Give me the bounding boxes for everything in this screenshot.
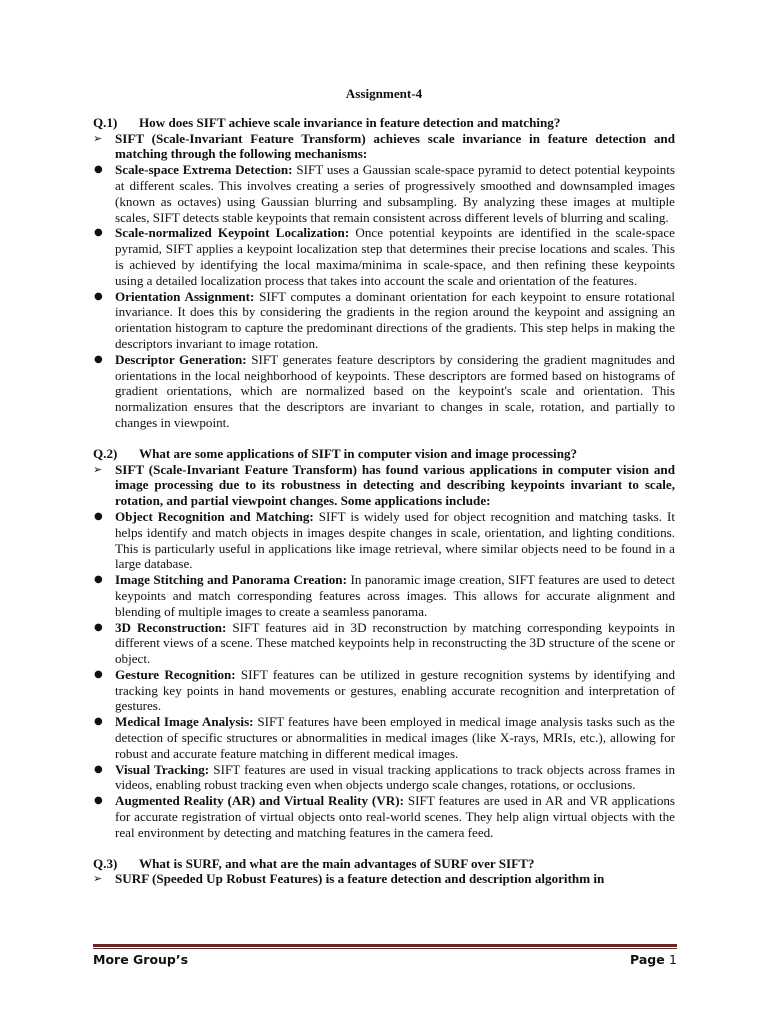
item-body: SIFT computes a dominant orientation for each keypoint to ensure rotational invariance. It does this by considering the gradients in the region around the keypoint and assigning an orientation histogram to capture the predominant directions of the gradients. This step helps in making the descriptors invariant to image rotation. [115, 288, 675, 351]
item-body: SIFT is widely used for object recognition and matching tasks. It helps identify and match objects in images despite changes in scale, orientation, and lighting conditions. This is particularly useful in applications like image retrieval, where similar objects need to be found in a large database. [115, 508, 675, 572]
item-body: SIFT features have been employed in medical image analysis tasks such as the detection of specific structures or abnormalities in medical images (like X-rays, MRIs, etc.), allowing for robust and accurate feature matching in different medical images. [115, 714, 675, 761]
footer-divider-thin [93, 948, 677, 949]
bullet-icon: ● [94, 290, 103, 302]
answer-list [93, 162, 675, 431]
question-1 [93, 115, 675, 131]
item-heading: Augmented Reality (AR) and Virtual Reality (VR): [115, 793, 404, 809]
page-number: 1 [669, 952, 677, 967]
question-text: What is SURF, and what are the main advantages of SURF over SIFT? [139, 855, 535, 871]
question-number: Q.2) [93, 445, 118, 461]
item-heading: Object Recognition and Matching: [115, 508, 314, 524]
answer-intro: ➢ SIFT (Scale-Invariant Feature Transform) has found various applications in computer vision and image processing due to its robustness in detecting and describing keypoints invariant to scale, rotation, and partial viewpoint changes. Some applications include: [93, 461, 675, 509]
page-label: Page [630, 952, 665, 967]
bullet-icon: ● [94, 668, 103, 680]
question-text: How does SIFT achieve scale invariance in feature detection and matching? [139, 114, 561, 130]
bullet-icon: ● [94, 164, 103, 176]
item-heading: Descriptor Generation: [115, 351, 247, 367]
list-item [93, 162, 675, 225]
item-body: SIFT features can be utilized in gesture recognition systems by identifying and tracking key points in hand movements or gestures, enabling accurate recognition and interpretation of gestures. [115, 666, 675, 714]
arrow-bullet-icon: ➢ [93, 131, 103, 145]
bullet-icon: ● [94, 227, 103, 239]
footer-page-indicator [630, 952, 677, 967]
answer-intro: ➢ SIFT (Scale-Invariant Feature Transform) achieves scale invariance in feature detection and matching through the following mechanisms: [93, 130, 675, 162]
item-heading: Scale-space Extrema Detection: [115, 162, 293, 178]
bullet-icon: ● [94, 763, 103, 775]
item-body: In panoramic image creation, SIFT features are used to detect keypoints and match corresponding features across images. This allows for accurate alignment and blending of multiple images to create a seamless panorama. [115, 572, 676, 619]
item-heading: Image Stitching and Panorama Creation: [115, 572, 347, 588]
list-item [93, 509, 675, 572]
document-body [93, 86, 675, 887]
bullet-icon: ● [94, 574, 103, 586]
bullet-icon: ● [94, 510, 103, 522]
item-heading: Visual Tracking: [115, 761, 210, 777]
item-heading: Medical Image Analysis: [115, 714, 254, 730]
list-item [93, 289, 675, 352]
page-title: Assignment-4 [345, 86, 423, 101]
item-body: SIFT features aid in 3D reconstruction by matching corresponding keypoints in different views of a scene. These matched keypoints help in reconstructing the 3D structure of the scene or object. [115, 619, 676, 667]
item-heading: Gesture Recognition: [115, 666, 236, 682]
item-heading: Orientation Assignment: [115, 288, 255, 304]
list-item [93, 667, 675, 714]
page-footer [93, 952, 677, 967]
list-item [93, 793, 675, 840]
item-body: SIFT uses a Gaussian scale-space pyramid to detect potential keypoints at different scales. This involves creating a series of progressively smoothed and downsampled images (known as octaves) using Gaussian blurring and subsampling. By analyzing these images at multiple scales, SIFT detects stable keypoints that remain consistent across different levels of blurring and scaling. [115, 162, 676, 225]
item-heading: 3D Reconstruction: [115, 619, 227, 635]
bullet-icon: ● [94, 621, 103, 633]
footer-group-name: More Group’s [93, 952, 189, 967]
arrow-bullet-icon: ➢ [93, 462, 103, 476]
list-item [93, 572, 675, 619]
list-item [93, 714, 675, 761]
list-item [93, 225, 675, 288]
list-item [93, 620, 675, 667]
item-body: Once potential keypoints are identified in the scale-space pyramid, SIFT applies a keypoint localization step that determines their precise locations and scales. This is achieved by identifying the local maxima/minima in scale-space, and then refining these keypoints using a detailed localization process that takes into account the scale and orientation of the features. [115, 225, 675, 288]
item-heading: Scale-normalized Keypoint Localization: [115, 225, 350, 241]
question-number: Q.1) [93, 114, 118, 130]
bullet-icon: ● [94, 795, 103, 807]
item-body: SIFT generates feature descriptors by considering the gradient magnitudes and orientations in the local neighborhood of keypoints. These descriptors are formed based on histograms of gradient orientations, which are normalized based on the keypoint's scale and orientation. This normalization ensures that the descriptors are invariant to changes in scale, rotation, and partially to changes in viewpoint. [115, 351, 675, 430]
bullet-icon: ● [94, 716, 103, 728]
answer-intro: ➢ SURF (Speeded Up Robust Features) is a feature detection and description algorithm in [93, 871, 605, 887]
question-2 [93, 446, 675, 462]
footer-divider [93, 944, 677, 947]
bullet-icon: ● [94, 353, 103, 365]
item-body: SIFT features are used in AR and VR applications for accurate registration of virtual objects onto real-world scenes. They help align virtual objects with the real environment by detecting and matching features in the camera feed. [115, 793, 676, 840]
question-number: Q.3) [93, 855, 118, 871]
item-body: SIFT features are used in visual tracking applications to track objects across frames in videos, enabling robust tracking even when objects undergo scale changes, rotations, or occlusions. [115, 761, 676, 793]
arrow-bullet-icon: ➢ [93, 872, 103, 886]
list-item [93, 762, 675, 794]
list-item [93, 352, 675, 431]
question-text: What are some applications of SIFT in computer vision and image processing? [139, 445, 578, 461]
answer-list [93, 509, 675, 841]
question-3 [93, 856, 675, 872]
